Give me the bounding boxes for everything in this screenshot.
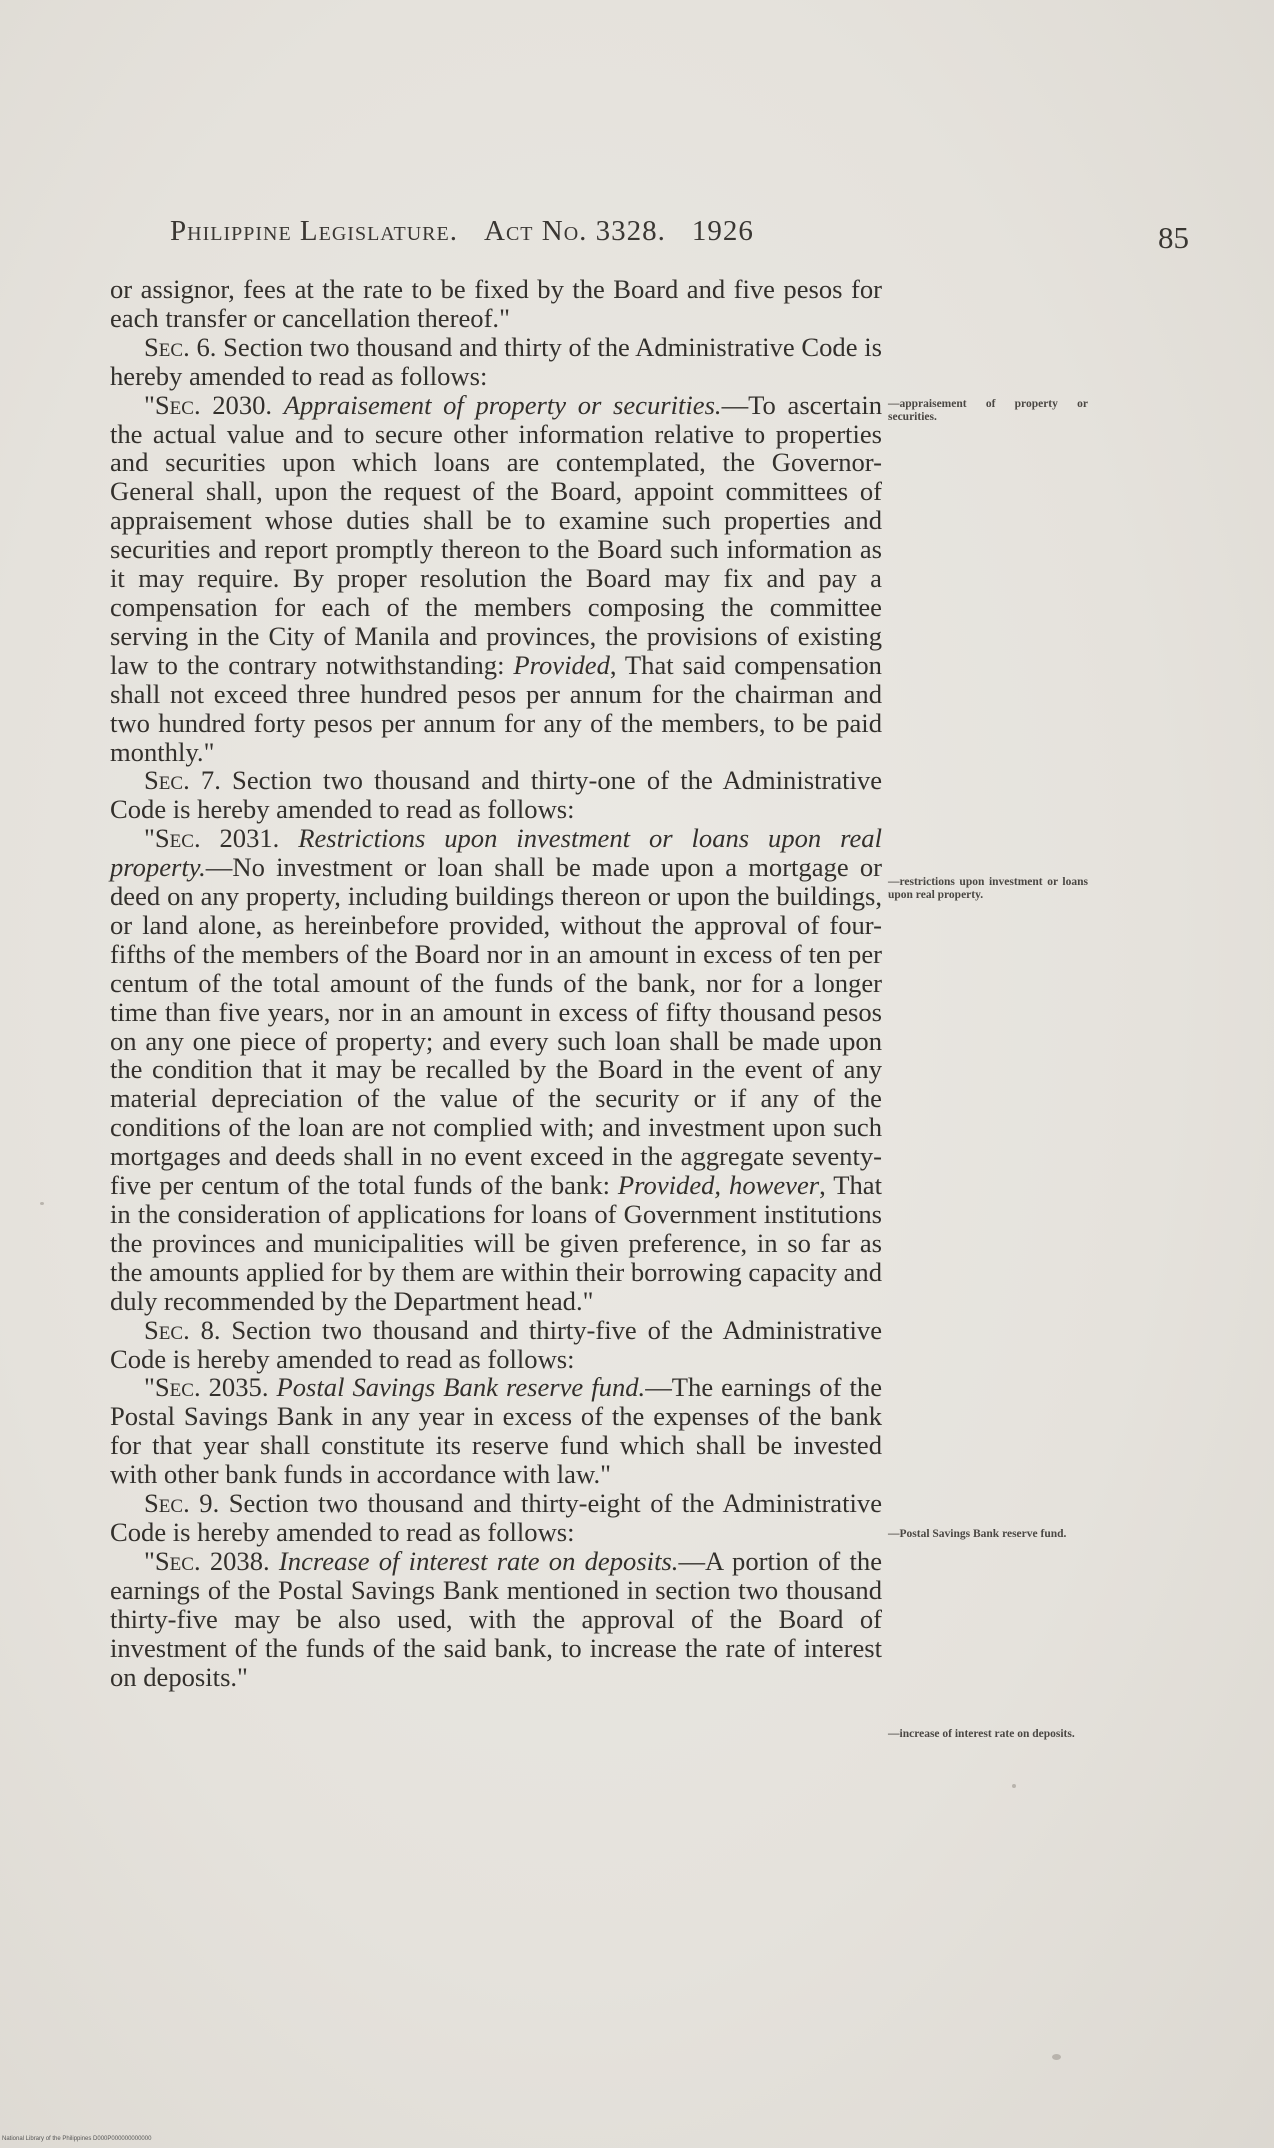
italic-run: Restrictions upon investment or loans upon real property.: [110, 823, 882, 883]
body-text: [110, 275, 882, 1691]
paragraph: [110, 391, 882, 767]
text-run: . 6. Section two thousand and thirty of the Administrative Code is hereby amended to read as follows:: [110, 331, 882, 391]
small-caps-run: Sec: [154, 1372, 194, 1403]
italic-run: Postal Savings Bank reserve fund.: [276, 1372, 646, 1403]
text-run: —The earnings of the Postal Savings Bank in any year in excess of the expenses of the bank for that year shall constitute its reserve fund which shall be invested with other bank funds in accordance with law.": [110, 1372, 882, 1490]
text-run: , That said compensation shall not exceed three hundred pesos per annum for the chairman and two hundred forty pesos per annum for any of the members, to be paid monthly.": [110, 649, 882, 767]
header-legislature: Philippine Legislature.: [170, 215, 458, 247]
text-run: ": [144, 389, 155, 420]
paragraph: [110, 275, 882, 333]
text-run: or assignor, fees at the rate to be fixed by the Board and five pesos for each transfer or cancellation thereof.": [110, 274, 882, 333]
italic-run: Provided: [513, 649, 610, 680]
paragraph: [110, 1489, 882, 1547]
header-year: 1926: [691, 215, 754, 247]
text-run: ": [144, 1372, 155, 1403]
margin-note-appraisement: —appraisement of property or securities.: [888, 398, 1088, 423]
paper-speck: [40, 1202, 44, 1205]
text-run: ": [144, 1545, 155, 1576]
paragraph: [110, 1373, 882, 1489]
italic-run: Increase of interest rate on deposits.: [278, 1545, 679, 1576]
text-run: . 9. Section two thousand and thirty-eight of the Administrative Code is hereby amended to read as follows:: [110, 1488, 882, 1547]
paragraph: [110, 333, 882, 391]
small-caps-run: Sec: [154, 1545, 194, 1576]
margin-note-reserve-fund: —Postal Savings Bank reserve fund.: [888, 1528, 1067, 1540]
small-caps-run: Sec: [144, 1488, 184, 1519]
text-run: , That in the consideration of applications for loans of Government institutions the provinces and municipalities will be given preference, in so far as the amounts applied for by them are within their borrowing capacity and duly recommended by the Department head.": [110, 1170, 882, 1316]
paragraph: [110, 766, 882, 824]
text-run: . 7. Section two thousand and thirty-one of the Administrative Code is hereby amended to read as follows:: [110, 765, 882, 825]
header-act: Act No. 3328.: [484, 215, 666, 247]
page-number: 85: [1158, 220, 1189, 255]
text-run: —A portion of the earnings of the Postal Savings Bank mentioned in section two thousand thirty-five may be also used, with the approval of the Board of investment of the funds of the said bank, to increase the rate of interest on deposits.": [110, 1545, 882, 1692]
text-run: —To ascertain the actual value and to secure other information relative to properties and securities upon which loans are contemplated, the Governor-General shall, upon the request of the Board, appoint committees of appraisement whose duties shall be to examine such properties and securities and report promptly thereon to the Board such information as it may require. By proper resolution the Board may fix and pay a compensation for each of the members composing the committee serving in the City of Manila and provinces, the provisions of existing law to the contrary notwithstanding:: [110, 389, 883, 680]
italic-run: Appraisement of property or securities.: [283, 389, 722, 420]
paper-speck: [1012, 1784, 1016, 1788]
small-caps-run: Sec: [154, 823, 194, 854]
scan-footer: National Library of the Philippines D000P000000000000: [2, 2136, 152, 2142]
text-run: . 8. Section two thousand and thirty-five of the Administrative Code is hereby amended to read as follows:: [110, 1314, 882, 1374]
small-caps-run: Sec: [154, 389, 194, 420]
text-run: —No investment or loan shall be made upon a mortgage or deed on any property, including buildings thereon or upon the buildings, or land alone, as hereinbefore provided, without the approval of four-fifths of the members of the Board nor in an amount in excess of ten per centum of the total amount of the funds of the bank, nor for a longer time than five years, nor in an amount in excess of fifty thousand pesos on any one piece of property; and every such loan shall be made upon the condition that it may be recalled by the Board in the event of any material depreciation of the value of the security or if any of the conditions of the loan are not complied with; and investment upon such mortgages and deeds shall in no event exceed in the aggregate seventy-five per centum of the total funds of the bank:: [110, 852, 882, 1201]
paragraph: [110, 1547, 882, 1692]
paragraph: [110, 1316, 882, 1374]
running-header: [170, 215, 830, 248]
text-run: . 2038.: [193, 1545, 279, 1576]
text-run: ": [144, 823, 155, 854]
text-run: . 2031.: [193, 823, 299, 854]
italic-run: Provided, however: [617, 1170, 820, 1201]
small-caps-run: Sec: [144, 331, 184, 362]
text-run: . 2035.: [193, 1372, 277, 1403]
paragraph: [110, 824, 882, 1315]
small-caps-run: Sec: [144, 765, 184, 796]
margin-note-interest-rate: —increase of interest rate on deposits.: [888, 1728, 1075, 1740]
paper-speck: [1052, 2054, 1061, 2060]
text-run: . 2030.: [193, 389, 284, 420]
small-caps-run: Sec: [144, 1314, 184, 1345]
margin-note-restrictions: —restrictions upon investment or loans upon real property.: [888, 876, 1088, 901]
